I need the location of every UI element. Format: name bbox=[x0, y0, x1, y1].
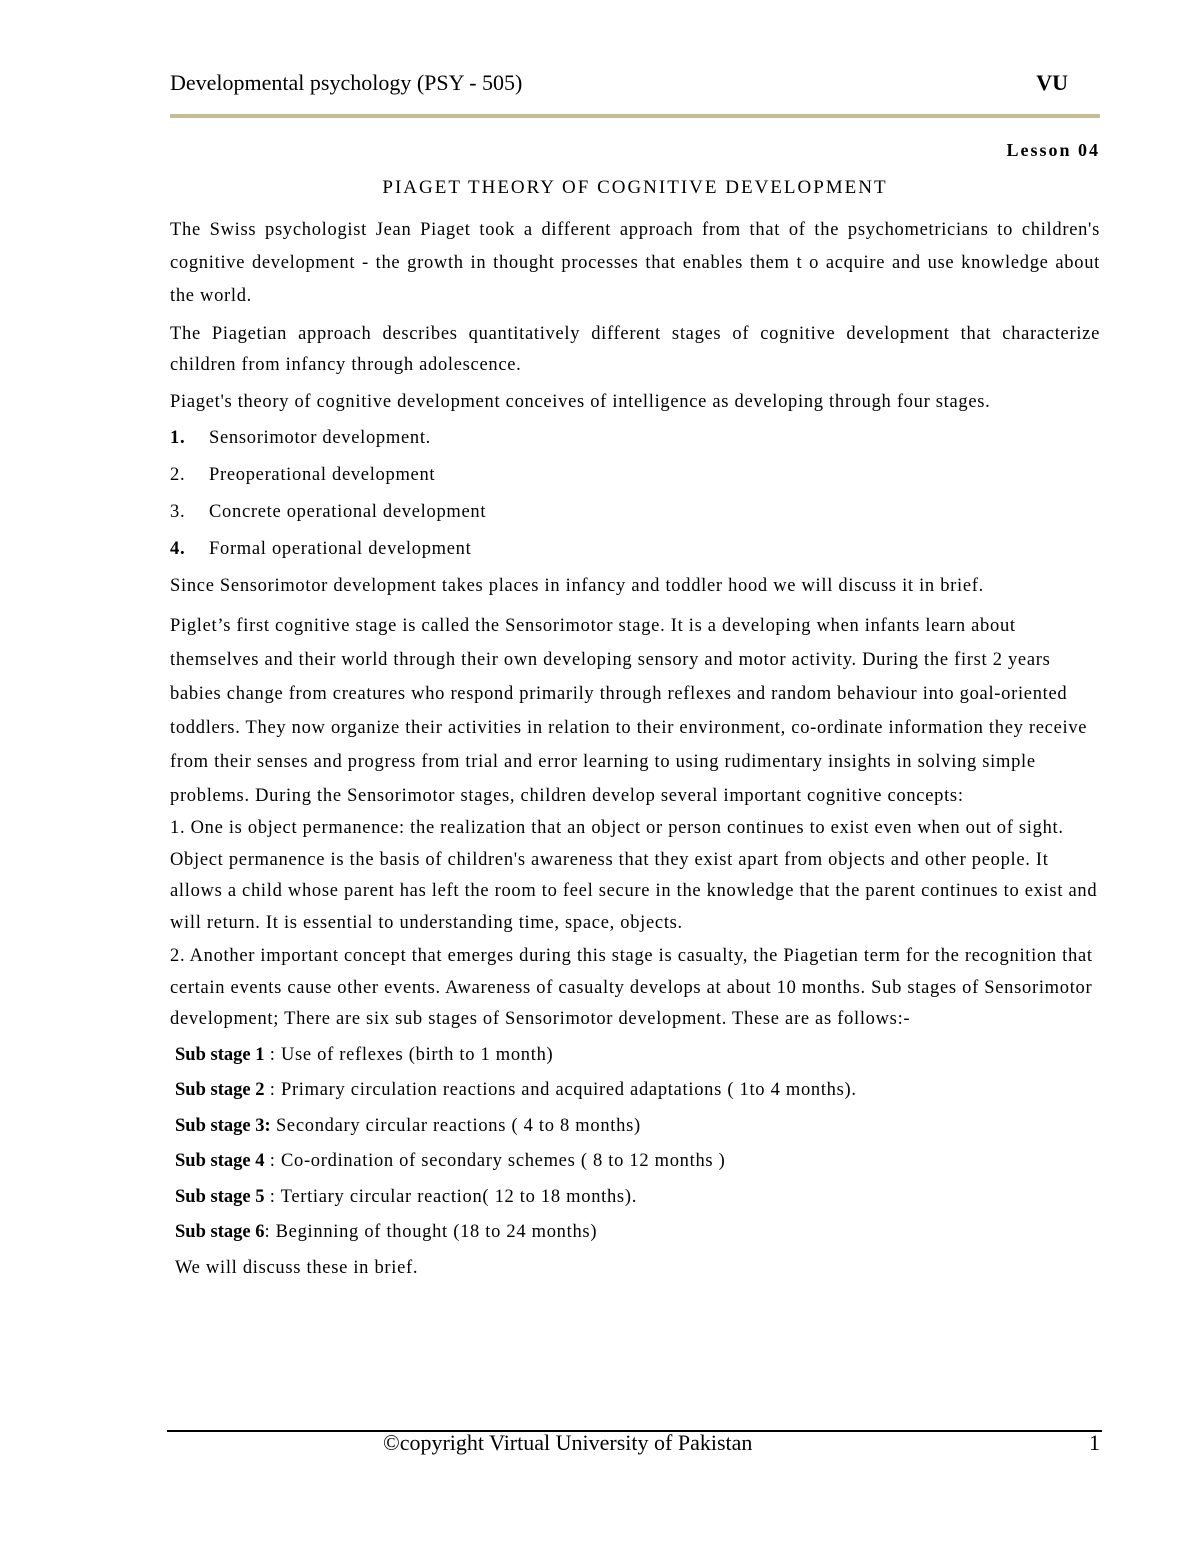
list-number: 1. bbox=[170, 428, 186, 448]
institution-abbr: VU bbox=[1036, 70, 1068, 95]
list-item bbox=[170, 496, 1100, 533]
sub-stage-label: Sub stage 1 bbox=[175, 1044, 265, 1065]
sub-stage-separator: : bbox=[264, 1080, 281, 1100]
sub-stage-row bbox=[170, 1039, 1100, 1075]
list-number: 2. bbox=[170, 465, 186, 485]
list-number: 4. bbox=[170, 539, 186, 559]
list-item bbox=[170, 422, 1100, 459]
footer-copyright: ©copyright Virtual University of Pakistan bbox=[383, 1430, 753, 1455]
page-title: PIAGET THEORY OF COGNITIVE DEVELOPMENT bbox=[382, 177, 888, 198]
sub-stage-row bbox=[170, 1110, 1100, 1146]
sub-stage-label: Sub stage 2 bbox=[175, 1080, 265, 1100]
sub-stage-separator: : bbox=[264, 1186, 281, 1207]
course-title: Developmental psychology (PSY - 505) bbox=[170, 70, 523, 95]
causality-paragraph: 2. Another important concept that emerges during this stage is casualty, the Piagetian term for the recognition that certain events cause other events. Awareness of casualty develops at about 10 months. Sub stages of Sensorimotor development; There are six sub stages of Sensorimotor development. These are as follows:- bbox=[170, 946, 1093, 1029]
sub-stage-separator: : bbox=[264, 1222, 276, 1242]
sub-stage-label: Sub stage 4 bbox=[175, 1151, 265, 1171]
sub-stage-text: Primary circulation reactions and acquired adaptations ( 1to 4 months). bbox=[280, 1080, 857, 1100]
sub-stage-row bbox=[170, 1216, 1100, 1252]
list-item-label: Formal operational development bbox=[209, 539, 472, 559]
approach-paragraph: The Piagetian approach describes quantitatively different stages of cognitive development that characterize children from infancy through adolescence. bbox=[170, 324, 1100, 375]
theory-paragraph: Piaget's theory of cognitive development conceives of intelligence as developing through four stages. bbox=[170, 392, 991, 412]
intro-paragraph: The Swiss psychologist Jean Piaget took a different approach from that of the psychometricians to children's cognitive development - the growth in thought processes that enables them t o acquire and use knowledge about the world. bbox=[170, 220, 1100, 306]
stages-list bbox=[170, 422, 1100, 570]
list-item-label: Sensorimotor development. bbox=[209, 428, 431, 448]
lesson-label: Lesson 04 bbox=[1006, 140, 1100, 160]
sub-stage-row bbox=[170, 1181, 1100, 1217]
sub-stage-row bbox=[170, 1145, 1100, 1181]
sub-stage-row bbox=[170, 1074, 1100, 1110]
since-paragraph: Since Sensorimotor development takes places in infancy and toddler hood we will discuss it in brief. bbox=[170, 576, 984, 596]
list-item bbox=[170, 459, 1100, 496]
header-rule bbox=[170, 114, 1100, 118]
sub-stage-text: Co-ordination of secondary schemes ( 8 to 12 months ) bbox=[280, 1151, 726, 1171]
list-item bbox=[170, 533, 1100, 570]
sub-stage-label: Sub stage 5 bbox=[175, 1186, 265, 1207]
sub-stage-label: Sub stage 3: bbox=[175, 1115, 271, 1136]
sub-stage-text: Tertiary circular reaction( 12 to 18 months). bbox=[280, 1186, 638, 1207]
sub-stage-text: Secondary circular reactions ( 4 to 8 months) bbox=[275, 1115, 641, 1136]
sub-stage-label: Sub stage 6 bbox=[175, 1222, 265, 1242]
sub-stage-text: Use of reflexes (birth to 1 month) bbox=[280, 1044, 554, 1065]
document-body bbox=[170, 214, 1100, 1285]
sub-stage-separator: : bbox=[264, 1044, 281, 1065]
page-number: 1 bbox=[1089, 1430, 1100, 1455]
sub-stage-text: Beginning of thought (18 to 24 months) bbox=[275, 1222, 598, 1242]
object-permanence-paragraph: 1. One is object permanence: the realization that an object or person continues to exist even when out of sight. Object permanence is the basis of children's awareness that they exist apart from objects and other people. It allows a child whose parent has left the room to feel secure in the knowledge that the parent continues to exist and will return. It is essential to understanding time, space, objects. bbox=[170, 818, 1098, 933]
list-item-label: Concrete operational development bbox=[209, 502, 487, 522]
closing-line: We will discuss these in brief. bbox=[175, 1257, 419, 1278]
sub-stage-separator: : bbox=[264, 1151, 281, 1171]
sensorimotor-paragraph: Piglet’s first cognitive stage is called the Sensorimotor stage. It is a developing when infants learn about themselves and their world through their own developing sensory and motor activity. During the first 2 years babies change from creatures who respond primarily through reflexes and random behaviour into goal-oriented toddlers. They now organize their activities in relation to their environment, co-ordinate information they receive from their senses and progress from trial and error learning to using rudimentary insights in solving simple problems. During the Sensorimotor stages, children develop several important cognitive concepts: bbox=[170, 616, 1088, 806]
list-item-label: Preoperational development bbox=[209, 465, 436, 485]
list-number: 3. bbox=[170, 502, 186, 522]
